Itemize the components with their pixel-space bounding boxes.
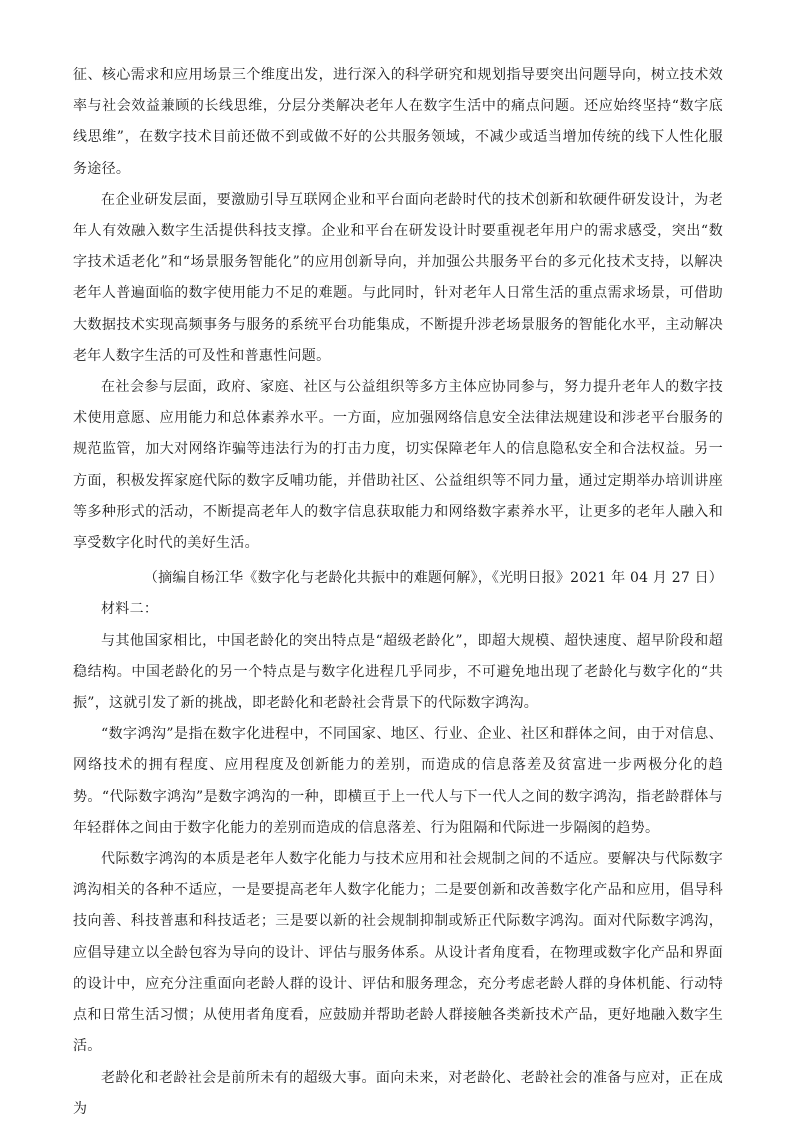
material-two-label: 材料二：	[101, 601, 159, 618]
paragraph-continuation: 征、核心需求和应用场景三个维度出发，进行深入的科学研究和规划指导要突出问题导向，树立技术效率与社会效益兼顾的长线思维，分层分类解决老年人在数字生活中的痛点问题。还应始终坚持“数字底线思维”，在数字技术目前还做不到或做不好的公共服务领域，不减少或适当增加传统的线下人性化服务途径。	[73, 67, 723, 177]
paragraph-future: 老龄化和老龄社会是前所未有的超级大事。面向未来，对老龄化、老龄社会的准备与应对，正在成为	[73, 1069, 723, 1117]
document-page	[73, 60, 723, 1125]
paragraph-digital-divide: “数字鸿沟”是指在数字化进程中，不同国家、地区、行业、企业、社区和群体之间，由于对信息、网络技术的拥有程度、应用程度及创新能力的差别，而造成的信息落差及贫富进一步两极分化的趋势。“代际数字鸿沟”是数字鸿沟的一种，即横亘于上一代人与下一代人之间的数字鸿沟，指老龄群体与年轻群体之间由于数字化能力的差别而造成的信息落差、行为阻隔和代际进一步隔阂的趋势。	[73, 726, 723, 836]
source-citation: （摘编自杨江华《数字化与老龄化共振中的难题何解》，《光明日报》2021 年 04 月 27 日）	[143, 570, 723, 587]
paragraph-essence: 代际数字鸿沟的本质是老年人数字化能力与技术应用和社会规制之间的不适应。要解决与代际数字鸿沟相关的各种不适应，一是要提高老年人数字化能力；二是要创新和改善数字化产品和应用，倡导科技向善、科技普惠和科技适老；三是要以新的社会规制抑制或矫正代际数字鸿沟。面对代际数字鸿沟，应倡导建立以全龄包容为导向的设计、评估与服务体系。从设计者角度看，在物理或数字化产品和界面的设计中，应充分注重面向老龄人群的设计、评估和服务理念，充分考虑老龄人群的身体机能、行动特点和日常生活习惯；从使用者角度看，应鼓励并帮助老龄人群接触各类新技术产品，更好地融入数字生活。	[73, 851, 723, 1055]
paragraph-super-aging: 与其他国家相比，中国老龄化的突出特点是“超级老龄化”，即超大规模、超快速度、超早阶段和超稳结构。中国老龄化的另一个特点是与数字化进程几乎同步，不可避免地出现了老龄化与数字化的“共振”，这就引发了新的挑战，即老龄化和老龄社会背景下的代际数字鸿沟。	[73, 632, 723, 712]
paragraph-enterprise: 在企业研发层面，要激励引导互联网企业和平台面向老龄时代的技术创新和软硬件研发设计，为老年人有效融入数字生活提供科技支撑。企业和平台在研发设计时要重视老年用户的需求感受，突出“数字技术适老化”和“场景服务智能化”的应用创新导向，并加强公共服务平台的多元化技术支持，以解决老年人普遍面临的数字使用能力不足的难题。与此同时，针对老年人日常生活的重点需求场景，可借助大数据技术实现高频事务与服务的系统平台功能集成，不断提升涉老场景服务的智能化水平，主动解决老年人数字生活的可及性和普惠性问题。	[73, 191, 723, 364]
paragraph-society: 在社会参与层面，政府、家庭、社区与公益组织等多方主体应协同参与，努力提升老年人的数字技术使用意愿、应用能力和总体素养水平。一方面，应加强网络信息安全法律法规建设和涉老平台服务的规范监管，加大对网络诈骗等违法行为的打击力度，切实保障老年人的信息隐私安全和合法权益。另一方面，积极发挥家庭代际的数字反哺功能，并借助社区、公益组织等不同力量，通过定期举办培训讲座等多种形式的活动，不断提高老年人的数字信息获取能力和网络数字素养水平，让更多的老年人融入和享受数字化时代的美好生活。	[73, 379, 723, 552]
